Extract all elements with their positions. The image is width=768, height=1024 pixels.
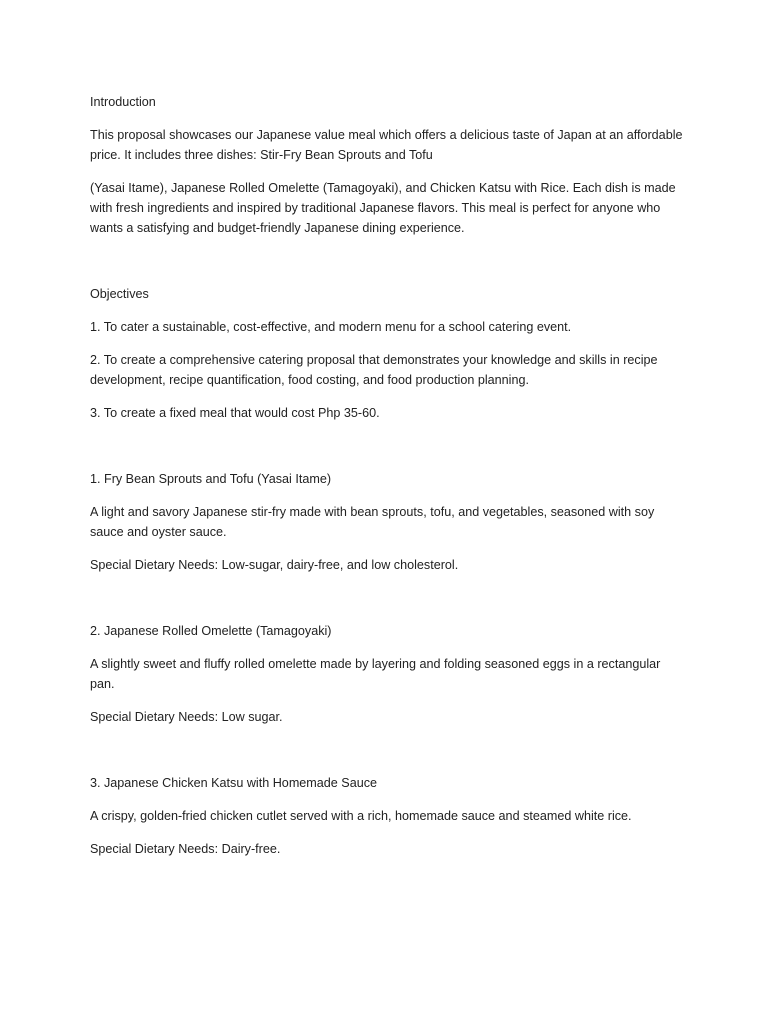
dish-2-dietary-needs: Special Dietary Needs: Low sugar. bbox=[90, 710, 283, 724]
introduction-paragraph-2: (Yasai Itame), Japanese Rolled Omelette (Tamagoyaki), and Chicken Katsu with Rice. Each dish is made with fresh ingredients and inspired by traditional Japanese flavors. This meal is perfect for anyone who wants a satisfying and budget-friendly Japanese dining experience. bbox=[90, 181, 676, 235]
objective-item-1: 1. To cater a sustainable, cost-effective, and modern menu for a school catering event. bbox=[90, 320, 572, 334]
section-spacer bbox=[90, 588, 688, 621]
dish-3-section bbox=[90, 773, 688, 859]
dish-3-description: A crispy, golden-fried chicken cutlet served with a rich, homemade sauce and steamed white rice. bbox=[90, 809, 632, 823]
section-spacer bbox=[90, 436, 688, 469]
dish-1-dietary-needs: Special Dietary Needs: Low-sugar, dairy-free, and low cholesterol. bbox=[90, 558, 459, 572]
objective-item-2: 2. To create a comprehensive catering proposal that demonstrates your knowledge and skills in recipe development, recipe quantification, food costing, and food production planning. bbox=[90, 353, 658, 387]
objective-item-3: 3. To create a fixed meal that would cost Php 35-60. bbox=[90, 406, 380, 420]
introduction-heading: Introduction bbox=[90, 95, 156, 109]
dish-3-title: 3. Japanese Chicken Katsu with Homemade Sauce bbox=[90, 776, 378, 790]
dish-2-description: A slightly sweet and fluffy rolled omelette made by layering and folding seasoned eggs in a rectangular pan. bbox=[90, 657, 661, 691]
objectives-section bbox=[90, 284, 688, 423]
dish-1-description: A light and savory Japanese stir-fry made with bean sprouts, tofu, and vegetables, seasoned with soy sauce and oyster sauce. bbox=[90, 505, 655, 539]
dish-1-title: 1. Fry Bean Sprouts and Tofu (Yasai Itame) bbox=[90, 472, 332, 486]
introduction-paragraph-1: This proposal showcases our Japanese value meal which offers a delicious taste of Japan at an affordable price. It includes three dishes: Stir-Fry Bean Sprouts and Tofu bbox=[90, 128, 683, 162]
section-spacer bbox=[90, 740, 688, 773]
objectives-heading: Objectives bbox=[90, 287, 149, 301]
section-spacer bbox=[90, 251, 688, 284]
introduction-section bbox=[90, 92, 688, 238]
dish-2-section bbox=[90, 621, 688, 727]
dish-2-title: 2. Japanese Rolled Omelette (Tamagoyaki) bbox=[90, 624, 332, 638]
dish-3-dietary-needs: Special Dietary Needs: Dairy-free. bbox=[90, 842, 281, 856]
dish-1-section bbox=[90, 469, 688, 575]
